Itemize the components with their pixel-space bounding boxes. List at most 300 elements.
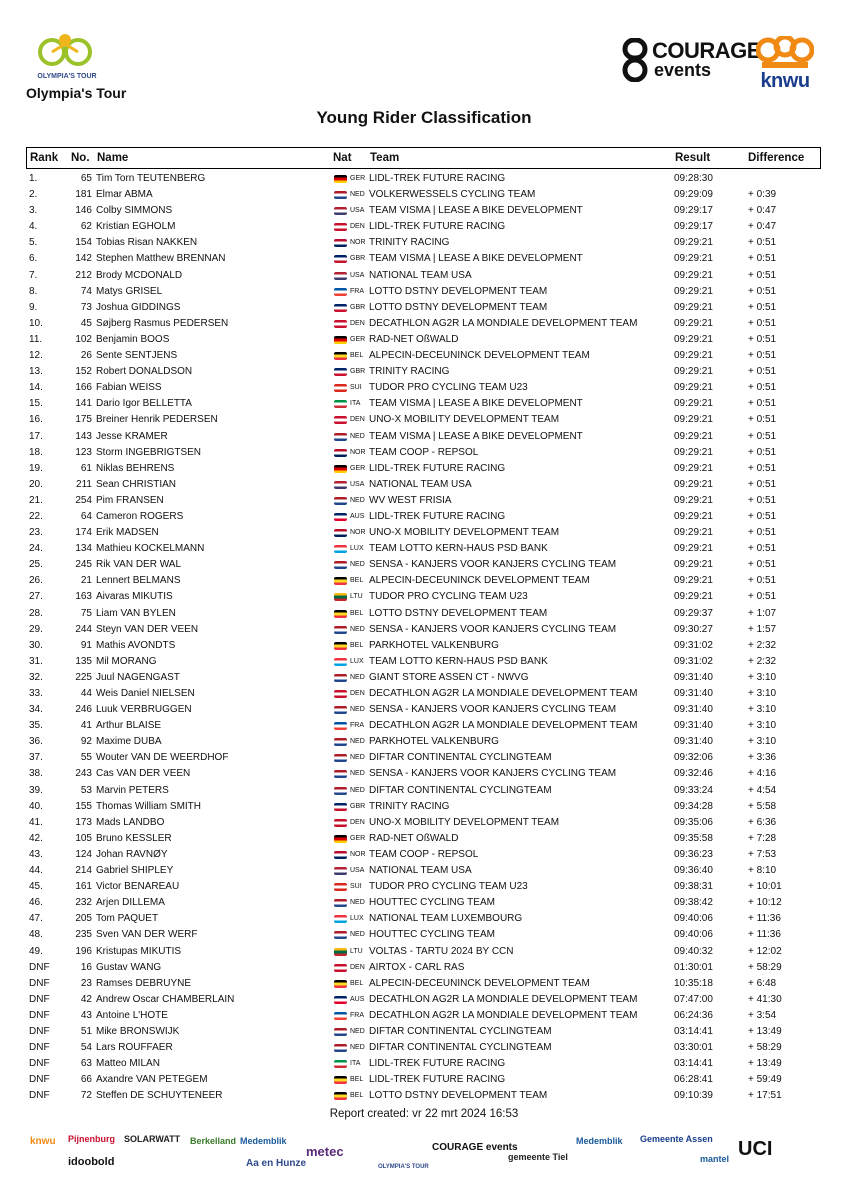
- team-name-cell: UNO-X MOBILITY DEVELOPMENT TEAM: [369, 414, 560, 426]
- nation-code-cell: NED: [350, 754, 365, 762]
- flag-icon: [334, 497, 347, 505]
- bib-number-cell: 16: [80, 961, 92, 973]
- sponsor-medemblik: Medemblik: [240, 1136, 287, 1146]
- result-time-cell: 09:32:06: [674, 752, 713, 764]
- team-name-cell: TUDOR PRO CYCLING TEAM U23: [369, 881, 528, 893]
- result-time-cell: 06:24:36: [674, 1009, 713, 1021]
- flag-icon: [334, 706, 347, 714]
- result-time-cell: 09:29:37: [674, 607, 713, 619]
- table-row: [0, 783, 848, 799]
- bib-number-cell: 73: [80, 301, 92, 313]
- rider-name-cell: Andrew Oscar CHAMBERLAIN: [96, 993, 235, 1005]
- bib-number-cell: 174: [75, 527, 92, 539]
- team-name-cell: SENSA - KANJERS VOOR KANJERS CYCLING TEAM: [369, 623, 617, 635]
- events-word: events: [654, 60, 712, 80]
- rank-cell: 33.: [29, 688, 43, 699]
- table-row: [0, 300, 848, 316]
- team-name-cell: DECATHLON AG2R LA MONDIALE DEVELOPMENT TEAM: [369, 720, 638, 732]
- bib-number-cell: 102: [75, 333, 92, 345]
- nation-code-cell: LTU: [350, 947, 363, 955]
- table-row: [0, 944, 848, 960]
- team-name-cell: UNO-X MOBILITY DEVELOPMENT TEAM: [369, 527, 560, 539]
- bib-number-cell: 181: [75, 189, 92, 201]
- rank-cell: 4.: [29, 221, 38, 233]
- sponsor-aa-en-hunze: Aa en Hunze: [246, 1158, 307, 1169]
- rider-name-cell: Matys GRISEL: [96, 285, 163, 297]
- flag-icon: [334, 368, 347, 376]
- nation-code-cell: NED: [350, 738, 365, 746]
- rider-name-cell: Antoine L'HOTE: [96, 1009, 168, 1021]
- rider-name-cell: Pim FRANSEN: [96, 494, 164, 506]
- flag-icon: [334, 449, 347, 457]
- time-difference-cell: + 8:10: [748, 865, 777, 877]
- nation-code-cell: NED: [350, 561, 365, 569]
- result-time-cell: 07:47:00: [674, 993, 713, 1005]
- table-row: [0, 718, 848, 734]
- bib-number-cell: 74: [80, 285, 92, 297]
- result-time-cell: 09:29:21: [674, 430, 713, 442]
- nation-code-cell: LTU: [350, 593, 363, 601]
- bib-number-cell: 211: [76, 478, 92, 490]
- rider-name-cell: Axandre VAN PETEGEM: [96, 1074, 208, 1086]
- crown-icon: [756, 36, 814, 72]
- nation-code-cell: FRA: [350, 287, 364, 295]
- flag-icon: [334, 883, 347, 891]
- result-time-cell: 09:29:21: [674, 317, 713, 329]
- table-row: [0, 268, 848, 284]
- rank-cell: DNF: [29, 977, 50, 989]
- rank-cell: 16.: [29, 414, 43, 426]
- rank-cell: 41.: [29, 816, 43, 828]
- rank-cell: 48.: [29, 929, 43, 941]
- event-name: Olympia's Tour: [26, 85, 127, 101]
- rank-cell: 43.: [29, 848, 43, 860]
- team-name-cell: LIDL-TREK FUTURE RACING: [369, 221, 506, 233]
- table-row: [0, 412, 848, 428]
- bib-number-cell: 212: [75, 269, 92, 281]
- bib-number-cell: 175: [75, 414, 92, 426]
- time-difference-cell: + 6:48: [748, 977, 777, 989]
- rider-name-cell: Gabriel SHIPLEY: [96, 865, 174, 877]
- result-time-cell: 01:30:01: [674, 961, 713, 973]
- result-time-cell: 03:14:41: [674, 1058, 713, 1070]
- nation-code-cell: FRA: [350, 1011, 364, 1019]
- flag-icon: [334, 336, 347, 344]
- rider-name-cell: Stephen Matthew BRENNAN: [96, 253, 226, 265]
- rider-name-cell: Mike BRONSWIJK: [96, 1025, 180, 1037]
- rank-cell: 27.: [29, 591, 43, 603]
- bib-number-cell: 146: [75, 205, 92, 217]
- table-row: [0, 348, 848, 364]
- flag-icon: [334, 191, 347, 199]
- team-name-cell: LIDL-TREK FUTURE RACING: [369, 462, 506, 474]
- team-name-cell: NATIONAL TEAM USA: [369, 269, 472, 281]
- result-time-cell: 09:31:40: [674, 720, 713, 732]
- bib-number-cell: 134: [75, 543, 92, 555]
- time-difference-cell: + 11:36: [748, 913, 781, 925]
- bib-number-cell: 72: [80, 1090, 92, 1102]
- rider-name-cell: Dario Igor BELLETTA: [96, 398, 192, 410]
- sponsor-gemeente-tiel: gemeente Tiel: [508, 1152, 568, 1162]
- time-difference-cell: + 0:51: [748, 253, 777, 265]
- nation-code-cell: USA: [350, 271, 365, 279]
- rank-cell: 20.: [29, 478, 43, 490]
- time-difference-cell: + 5:58: [748, 800, 777, 812]
- time-difference-cell: + 0:51: [748, 591, 777, 603]
- time-difference-cell: + 0:51: [748, 333, 777, 345]
- table-row: [0, 541, 848, 557]
- rank-cell: 35.: [29, 720, 43, 732]
- result-time-cell: 09:31:40: [674, 688, 713, 699]
- time-difference-cell: + 3:54: [748, 1009, 777, 1021]
- table-row: [0, 251, 848, 267]
- team-name-cell: SENSA - KANJERS VOOR KANJERS CYCLING TEAM: [369, 704, 617, 716]
- rank-cell: 11.: [29, 333, 43, 345]
- flag-icon: [334, 1076, 347, 1084]
- rider-name-cell: Mathieu KOCKELMANN: [96, 543, 205, 555]
- rider-name-cell: Johan RAVNØY: [96, 848, 168, 860]
- time-difference-cell: + 17:51: [748, 1090, 782, 1102]
- flag-icon: [334, 787, 347, 795]
- sponsor-team-medemblik: Medemblik: [576, 1136, 623, 1146]
- team-name-cell: DECATHLON AG2R LA MONDIALE DEVELOPMENT TEAM: [369, 993, 638, 1005]
- table-row: [0, 911, 848, 927]
- team-name-cell: ALPECIN-DECEUNINCK DEVELOPMENT TEAM: [369, 977, 590, 989]
- time-difference-cell: + 3:10: [748, 736, 777, 748]
- rank-cell: 12.: [29, 350, 43, 362]
- time-difference-cell: + 0:51: [748, 382, 777, 394]
- nation-code-cell: BEL: [350, 352, 364, 360]
- flag-icon: [334, 690, 347, 698]
- table-row: [0, 895, 848, 911]
- time-difference-cell: + 0:51: [748, 414, 777, 426]
- table-row: [0, 284, 848, 300]
- rider-name-cell: Victor BENAREAU: [96, 881, 180, 893]
- result-time-cell: 09:29:21: [674, 446, 713, 458]
- flag-icon: [334, 610, 347, 618]
- nation-code-cell: NOR: [350, 529, 366, 537]
- team-name-cell: WV WEST FRISIA: [369, 494, 452, 506]
- rank-cell: DNF: [29, 1009, 50, 1021]
- team-name-cell: TEAM VISMA | LEASE A BIKE DEVELOPMENT: [369, 398, 583, 410]
- result-time-cell: 09:40:06: [674, 929, 713, 941]
- rider-name-cell: Arjen DILLEMA: [96, 897, 165, 909]
- table-row: [0, 976, 848, 992]
- time-difference-cell: + 12:02: [748, 945, 782, 957]
- report-created: Report created: vr 22 mrt 2024 16:53: [329, 1108, 519, 1120]
- nation-code-cell: BEL: [350, 1076, 364, 1084]
- rank-cell: DNF: [29, 1090, 50, 1102]
- flag-icon: [334, 400, 347, 408]
- rank-cell: 7.: [29, 269, 38, 281]
- rider-name-cell: Kristupas MIKUTIS: [96, 945, 182, 957]
- sponsor-courage: COURAGE events: [432, 1142, 518, 1153]
- bib-number-cell: 205: [75, 913, 92, 925]
- bib-number-cell: 142: [75, 253, 92, 265]
- flag-icon: [334, 626, 347, 634]
- nation-code-cell: NED: [350, 786, 365, 794]
- flag-icon: [334, 1092, 347, 1100]
- table-row: [0, 1072, 848, 1088]
- flag-icon: [334, 255, 347, 263]
- team-name-cell: VOLTAS - TARTU 2024 BY CCN: [369, 945, 514, 957]
- bib-number-cell: 26: [80, 350, 92, 362]
- bib-number-cell: 41: [80, 720, 92, 732]
- result-time-cell: 03:30:01: [674, 1042, 713, 1054]
- result-time-cell: 09:29:21: [674, 462, 713, 474]
- time-difference-cell: + 0:39: [748, 189, 777, 201]
- table-row: [0, 589, 848, 605]
- rider-name-cell: Elmar ABMA: [96, 189, 153, 201]
- rank-cell: 19.: [29, 462, 43, 474]
- time-difference-cell: + 0:51: [748, 350, 777, 362]
- rank-cell: 36.: [29, 736, 43, 748]
- table-row: [0, 461, 848, 477]
- result-time-cell: 09:31:02: [674, 655, 713, 667]
- nation-code-cell: NOR: [350, 239, 366, 247]
- nation-code-cell: DEN: [350, 223, 365, 231]
- rider-name-cell: Thomas William SMITH: [96, 800, 202, 812]
- bib-number-cell: 92: [80, 736, 92, 748]
- rider-name-cell: Fabian WEISS: [96, 382, 162, 394]
- team-name-cell: TRINITY RACING: [369, 237, 450, 249]
- nation-code-cell: SUI: [350, 883, 362, 891]
- time-difference-cell: + 7:53: [748, 848, 777, 860]
- table-row: [0, 750, 848, 766]
- rider-name-cell: Tobias Risan NAKKEN: [96, 237, 198, 249]
- table-row: [0, 831, 848, 847]
- nation-code-cell: DEN: [350, 963, 365, 971]
- rider-name-cell: Ramses DEBRUYNE: [96, 977, 192, 989]
- table-row: [0, 396, 848, 412]
- time-difference-cell: + 4:16: [748, 768, 777, 780]
- rider-name-cell: Rik VAN DER WAL: [96, 559, 182, 571]
- result-time-cell: 03:14:41: [674, 1025, 713, 1037]
- table-row: [0, 1088, 848, 1104]
- col-name: Name: [97, 152, 129, 164]
- rank-cell: 39.: [29, 784, 43, 796]
- team-name-cell: LOTTO DSTNY DEVELOPMENT TEAM: [369, 301, 548, 313]
- time-difference-cell: + 0:47: [748, 205, 777, 217]
- time-difference-cell: + 13:49: [748, 1025, 782, 1037]
- flag-icon: [334, 288, 347, 296]
- nation-code-cell: NED: [350, 770, 365, 778]
- team-name-cell: LIDL-TREK FUTURE RACING: [369, 1074, 506, 1086]
- time-difference-cell: + 11:36: [748, 929, 781, 941]
- bib-number-cell: 254: [75, 494, 92, 506]
- result-time-cell: 06:28:41: [674, 1074, 713, 1086]
- flag-icon: [334, 272, 347, 280]
- flag-icon: [334, 433, 347, 441]
- table-row: [0, 606, 848, 622]
- flag-icon: [334, 819, 347, 827]
- time-difference-cell: + 0:51: [748, 543, 777, 555]
- table-row: [0, 445, 848, 461]
- rider-name-cell: Aivaras MIKUTIS: [96, 591, 173, 603]
- nation-code-cell: NED: [350, 432, 365, 440]
- team-name-cell: TRINITY RACING: [369, 366, 450, 378]
- rank-cell: 13.: [29, 366, 43, 378]
- time-difference-cell: + 0:51: [748, 237, 777, 249]
- flag-icon: [334, 529, 347, 537]
- nation-code-cell: LUX: [350, 915, 364, 923]
- result-time-cell: 09:29:17: [674, 205, 713, 217]
- table-row: [0, 332, 848, 348]
- flag-icon: [334, 674, 347, 682]
- table-row: [0, 702, 848, 718]
- rider-name-cell: Maxime DUBA: [96, 736, 162, 748]
- table-row: [0, 203, 848, 219]
- time-difference-cell: + 41:30: [748, 993, 782, 1005]
- result-time-cell: 09:29:21: [674, 527, 713, 539]
- rider-name-cell: Storm INGEBRIGTSEN: [96, 446, 202, 458]
- time-difference-cell: + 0:51: [748, 301, 777, 313]
- nation-code-cell: GER: [350, 464, 366, 472]
- team-name-cell: TEAM LOTTO KERN-HAUS PSD BANK: [369, 543, 548, 555]
- nation-code-cell: NED: [350, 191, 365, 199]
- result-time-cell: 09:29:21: [674, 366, 713, 378]
- time-difference-cell: + 0:51: [748, 527, 777, 539]
- sponsor-solarwatt: SOLARWATT: [124, 1134, 181, 1144]
- nation-code-cell: FRA: [350, 722, 364, 730]
- rank-cell: DNF: [29, 1074, 50, 1086]
- sponsor-pijnenburg: Pijnenburg: [68, 1134, 115, 1144]
- rider-name-cell: Sean CHRISTIAN: [96, 478, 177, 490]
- rank-cell: 5.: [29, 237, 38, 249]
- table-row: [0, 1056, 848, 1072]
- flag-icon: [334, 239, 347, 247]
- rank-cell: 15.: [29, 398, 43, 410]
- sponsor-idoobold: idoobold: [68, 1156, 115, 1168]
- time-difference-cell: + 2:32: [748, 655, 777, 667]
- rider-name-cell: Kristian EGHOLM: [96, 221, 176, 233]
- bib-number-cell: 152: [75, 366, 92, 378]
- rank-cell: 23.: [29, 527, 43, 539]
- result-time-cell: 09:29:21: [674, 510, 713, 522]
- result-time-cell: 09:33:24: [674, 784, 713, 796]
- time-difference-cell: + 0:51: [748, 494, 777, 506]
- table-row: [0, 670, 848, 686]
- col-result: Result: [675, 152, 711, 164]
- time-difference-cell: + 3:36: [748, 752, 777, 764]
- time-difference-cell: + 4:54: [748, 784, 777, 796]
- table-row: [0, 1008, 848, 1024]
- bib-number-cell: 143: [75, 430, 92, 442]
- bib-number-cell: 51: [80, 1025, 92, 1037]
- team-name-cell: VOLKERWESSELS CYCLING TEAM: [369, 189, 536, 201]
- table-row: [0, 429, 848, 445]
- bib-number-cell: 105: [75, 832, 92, 844]
- flag-icon: [334, 867, 347, 875]
- result-time-cell: 09:35:06: [674, 816, 713, 828]
- nation-code-cell: USA: [350, 867, 365, 875]
- team-name-cell: NATIONAL TEAM LUXEMBOURG: [369, 913, 523, 925]
- nation-code-cell: NED: [350, 899, 365, 907]
- team-name-cell: TEAM COOP - REPSOL: [369, 446, 479, 458]
- team-name-cell: ALPECIN-DECEUNINCK DEVELOPMENT TEAM: [369, 350, 590, 362]
- rank-cell: 25.: [29, 559, 43, 571]
- rider-name-cell: Lars ROUFFAER: [96, 1042, 173, 1054]
- table-row: [0, 171, 848, 187]
- nation-code-cell: BEL: [350, 577, 364, 585]
- result-time-cell: 09:29:21: [674, 350, 713, 362]
- nation-code-cell: NOR: [350, 850, 366, 858]
- bib-number-cell: 173: [75, 816, 92, 828]
- nation-code-cell: BEL: [350, 641, 364, 649]
- team-name-cell: LIDL-TREK FUTURE RACING: [369, 173, 506, 184]
- rank-cell: 29.: [29, 623, 43, 635]
- bib-number-cell: 63: [80, 1058, 92, 1070]
- result-time-cell: 09:29:21: [674, 285, 713, 297]
- sponsor-knwu: knwu: [30, 1136, 56, 1147]
- sponsor-mantel: mantel: [700, 1154, 730, 1164]
- rider-name-cell: Robert DONALDSON: [96, 366, 193, 378]
- bib-number-cell: 62: [80, 221, 92, 233]
- result-time-cell: 09:29:21: [674, 269, 713, 281]
- result-time-cell: 09:29:21: [674, 414, 713, 426]
- flag-icon: [334, 899, 347, 907]
- sponsor-berkelland: Berkelland: [190, 1136, 237, 1146]
- bib-number-cell: 124: [75, 848, 92, 860]
- team-name-cell: TEAM VISMA | LEASE A BIKE DEVELOPMENT: [369, 205, 583, 217]
- result-time-cell: 09:28:30: [674, 173, 713, 184]
- nation-code-cell: NED: [350, 1027, 365, 1035]
- rider-name-cell: Cameron ROGERS: [96, 510, 184, 522]
- rank-cell: 30.: [29, 639, 43, 651]
- nation-code-cell: GER: [350, 834, 366, 842]
- rank-cell: DNF: [29, 1025, 50, 1037]
- rank-cell: 42.: [29, 832, 43, 844]
- nation-code-cell: GBR: [350, 368, 366, 376]
- flag-icon: [334, 1060, 347, 1068]
- flag-icon: [334, 851, 347, 859]
- table-row: [0, 493, 848, 509]
- time-difference-cell: + 0:51: [748, 462, 777, 474]
- rider-name-cell: Sente SENTJENS: [96, 350, 178, 362]
- flag-icon: [334, 722, 347, 730]
- rank-cell: 17.: [29, 430, 43, 442]
- bib-number-cell: 166: [75, 382, 92, 394]
- flag-icon: [334, 577, 347, 585]
- flag-icon: [334, 642, 347, 650]
- team-name-cell: PARKHOTEL VALKENBURG: [369, 639, 499, 651]
- table-row: [0, 509, 848, 525]
- flag-icon: [334, 1028, 347, 1036]
- result-time-cell: 09:31:40: [674, 704, 713, 716]
- bib-number-cell: 245: [75, 559, 92, 571]
- rider-name-cell: Matteo MILAN: [96, 1058, 160, 1070]
- rider-name-cell: Liam VAN BYLEN: [96, 607, 176, 619]
- nation-code-cell: BEL: [350, 979, 364, 987]
- team-name-cell: RAD-NET OßWALD: [369, 832, 459, 844]
- time-difference-cell: + 13:49: [748, 1058, 782, 1070]
- flag-icon: [334, 416, 347, 424]
- table-row: [0, 734, 848, 750]
- flag-icon: [334, 513, 347, 521]
- col-team: Team: [370, 152, 400, 164]
- sponsor-metec: metec: [306, 1144, 344, 1159]
- flag-icon: [334, 481, 347, 489]
- bib-number-cell: 246: [75, 704, 92, 716]
- result-time-cell: 09:29:21: [674, 575, 713, 587]
- bib-number-cell: 135: [75, 655, 92, 667]
- nation-code-cell: DEN: [350, 690, 365, 697]
- team-name-cell: PARKHOTEL VALKENBURG: [369, 736, 499, 748]
- nation-code-cell: GBR: [350, 303, 366, 311]
- time-difference-cell: + 0:51: [748, 575, 777, 587]
- rank-cell: 1.: [29, 173, 38, 184]
- result-time-cell: 09:29:21: [674, 398, 713, 410]
